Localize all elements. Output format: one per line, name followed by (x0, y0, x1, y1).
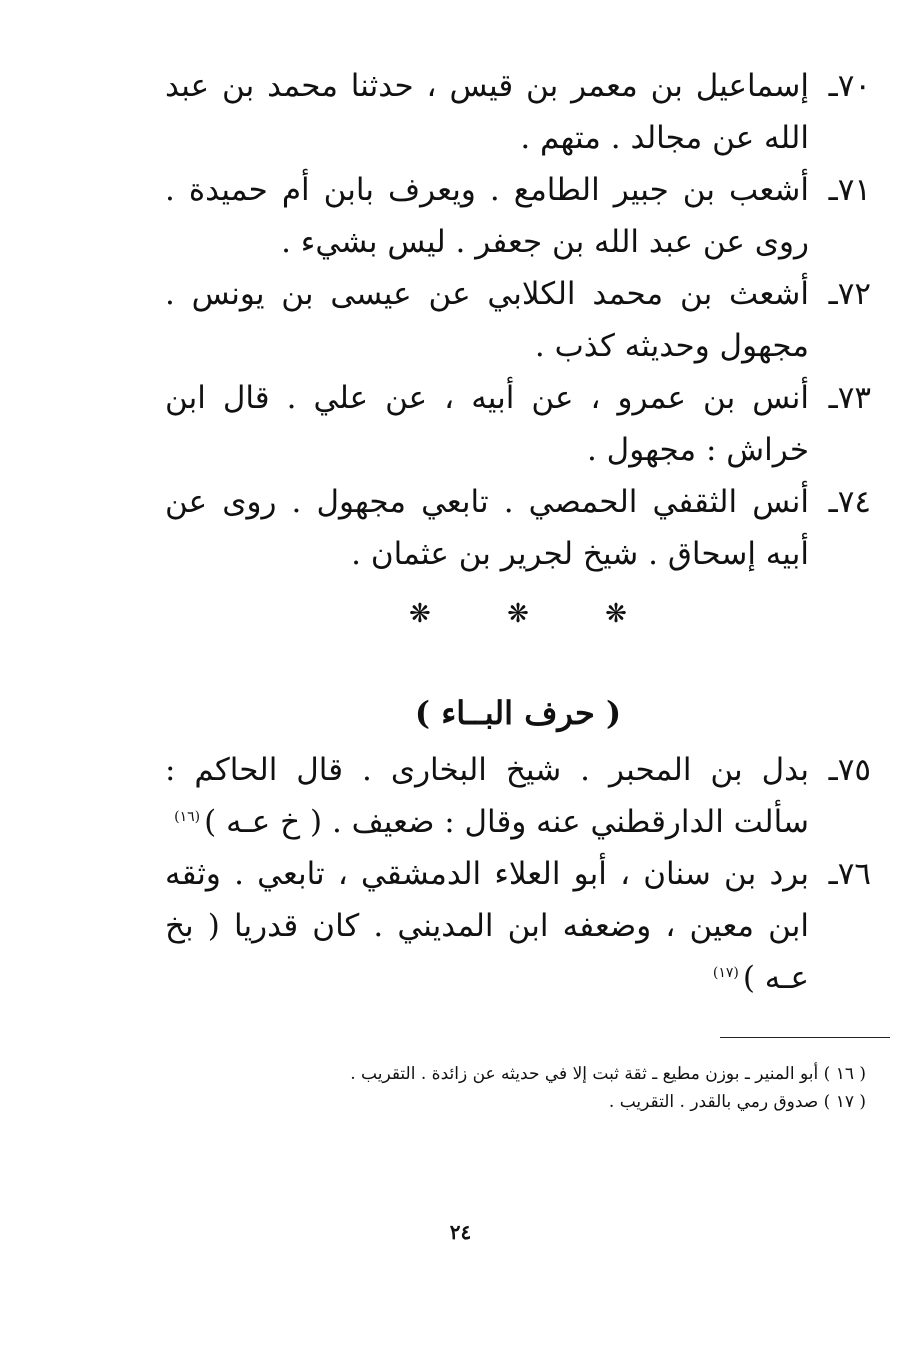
entry-number: ٧٦ـ (828, 856, 871, 892)
footnote-ref[interactable]: (١٧) (712, 964, 739, 981)
page-number: ٢٤ (449, 1220, 472, 1244)
footnotes (280, 1060, 866, 1116)
footnote-number: ( ١٦ ) (823, 1064, 866, 1084)
entry-76 (165, 848, 871, 1004)
footnote-16 (280, 1060, 866, 1088)
entry-number: ٧٠ـ (828, 68, 871, 104)
footnote-divider (720, 1037, 890, 1038)
entry-72 (165, 268, 871, 372)
entry-text (165, 744, 809, 848)
entry-number: ٧٤ـ (828, 484, 871, 520)
footnote-number: ( ١٧ ) (823, 1092, 866, 1112)
section-separator: ❋ ❋ ❋ (409, 599, 661, 629)
entry-70 (165, 60, 871, 164)
entry-75 (165, 744, 871, 848)
entry-text: إسماعيل بن معمر بن قيس ، حدثنا محمد بن عبد الله عن مجالد . متهم . (165, 68, 809, 156)
entry-number: ٧٥ـ (828, 752, 871, 788)
entry-number: ٧٢ـ (828, 276, 871, 312)
entry-number: ٧١ـ (828, 172, 871, 208)
entry-number: ٧٣ـ (828, 380, 871, 416)
footnote-text: أبو المنير ـ بوزن مطيع ـ ثقة ثبت إلا في حديثه عن زائدة . التقريب . (350, 1064, 819, 1084)
entry-body: برد بن سنان ، أبو العلاء الدمشقي ، تابعي . وثقه ابن معين ، وضعفه ابن المديني . كان قدريا ( بخ عـه ) (165, 856, 809, 996)
entry-71 (165, 164, 871, 268)
entry-text: أشعث بن محمد الكلابي عن عيسى بن يونس . مجهول وحديثه كذب . (165, 276, 809, 364)
entry-73 (165, 372, 871, 476)
entry-text (165, 848, 809, 1004)
entry-74 (165, 476, 871, 580)
section-heading: ( حرف البــاء ) (414, 694, 622, 732)
entry-text: أنس الثقفي الحمصي . تابعي مجهول . روى عن أبيه إسحاق . شيخ لجرير بن عثمان . (165, 484, 809, 572)
entries-list (165, 60, 871, 1004)
entry-text: أشعب بن جبير الطامع . ويعرف بابن أم حميدة . روى عن عبد الله بن جعفر . ليس بشيء . (165, 172, 809, 260)
entry-body: بدل بن المحبر . شيخ البخارى . قال الحاكم : سألت الدارقطني عنه وقال : ضعيف . ( خ عـه ) (165, 752, 809, 840)
footnote-text: صدوق رمي بالقدر . التقريب . (608, 1092, 819, 1112)
entry-text: أنس بن عمرو ، عن أبيه ، عن علي . قال ابن خراش : مجهول . (165, 380, 809, 468)
footnote-ref[interactable]: (١٦) (174, 808, 201, 825)
footnote-17 (280, 1088, 866, 1116)
